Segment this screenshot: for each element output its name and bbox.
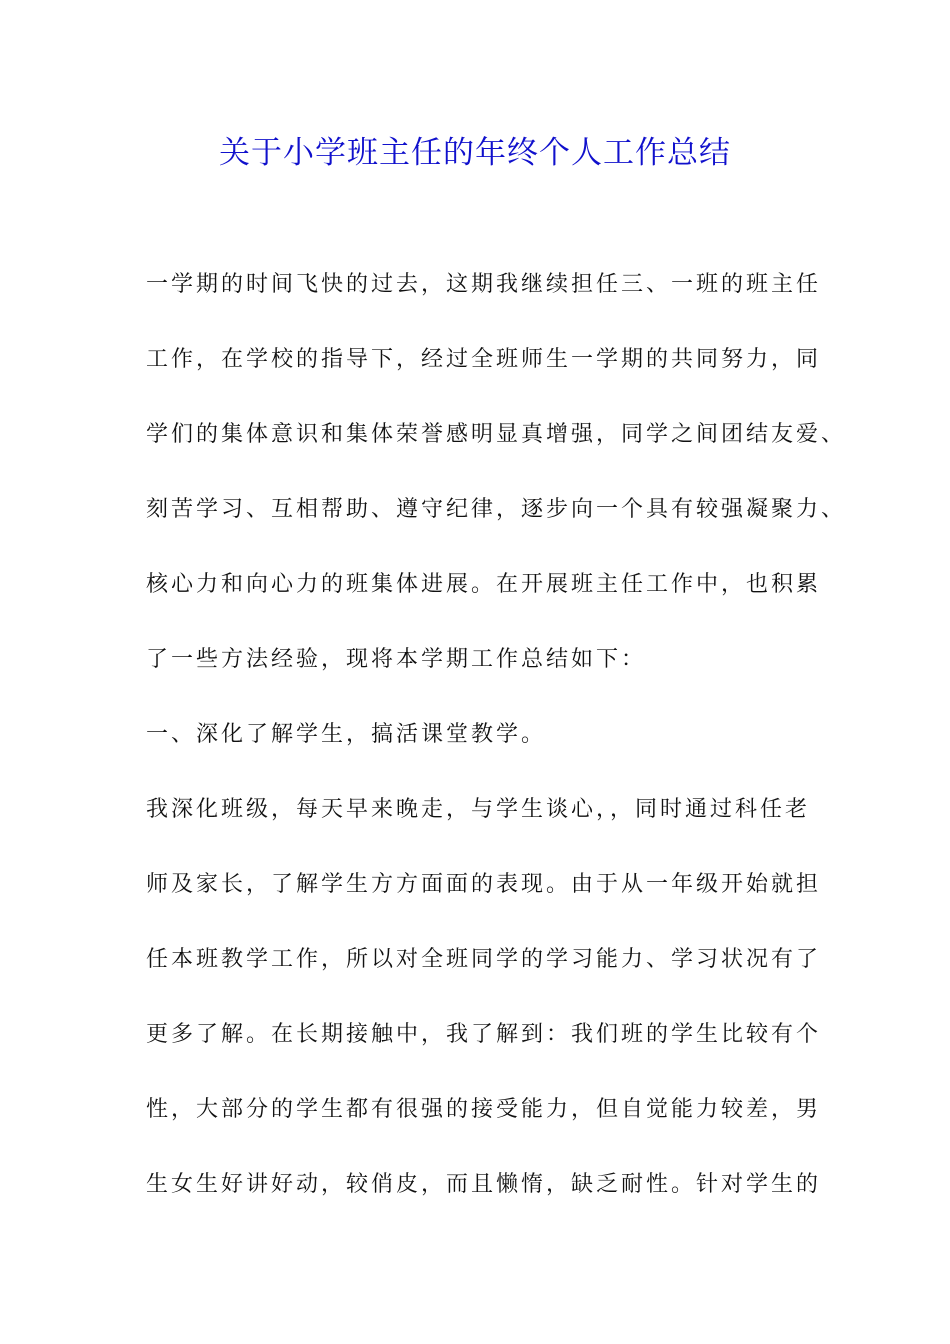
body-line-9: 师及家长，了解学生方方面面的表现。由于从一年级开始就担 bbox=[146, 872, 822, 897]
body-line-8: 我深化班级，每天早来晚走，与学生谈心，，同时通过科任老 bbox=[146, 797, 811, 822]
document-title: 关于小学班主任的年终个人工作总结 bbox=[219, 135, 731, 171]
body-line-13: 生女生好讲好动，较俏皮，而且懒惰，缺乏耐性。针对学生的 bbox=[146, 1172, 822, 1197]
body-line-10: 任本班教学工作，所以对全班同学的学习能力、学习状况有了 bbox=[146, 947, 822, 972]
body-line-6: 了一些方法经验，现将本学期工作总结如下： bbox=[146, 647, 647, 672]
body-line-5: 核心力和向心力的班集体进展。在开展班主任工作中，也积累 bbox=[146, 572, 822, 597]
body-line-2: 工作，在学校的指导下，经过全班师生一学期的共同努力，同 bbox=[146, 347, 822, 372]
body-line-3: 学们的集体意识和集体荣誉感明显真增强，同学之间团结友爱、 bbox=[146, 422, 847, 447]
body-line-4: 刻苦学习、互相帮助、遵守纪律，逐步向一个具有较强凝聚力、 bbox=[146, 497, 847, 522]
body-line-1: 一学期的时间飞快的过去，这期我继续担任三、一班的班主任 bbox=[146, 272, 822, 297]
body-line-11: 更多了解。在长期接触中，我了解到：我们班的学生比较有个 bbox=[146, 1022, 822, 1047]
section-heading-1: 一、深化了解学生，搞活课堂教学。 bbox=[146, 722, 547, 747]
body-line-12: 性，大部分的学生都有很强的接受能力，但自觉能力较差，男 bbox=[146, 1097, 822, 1122]
